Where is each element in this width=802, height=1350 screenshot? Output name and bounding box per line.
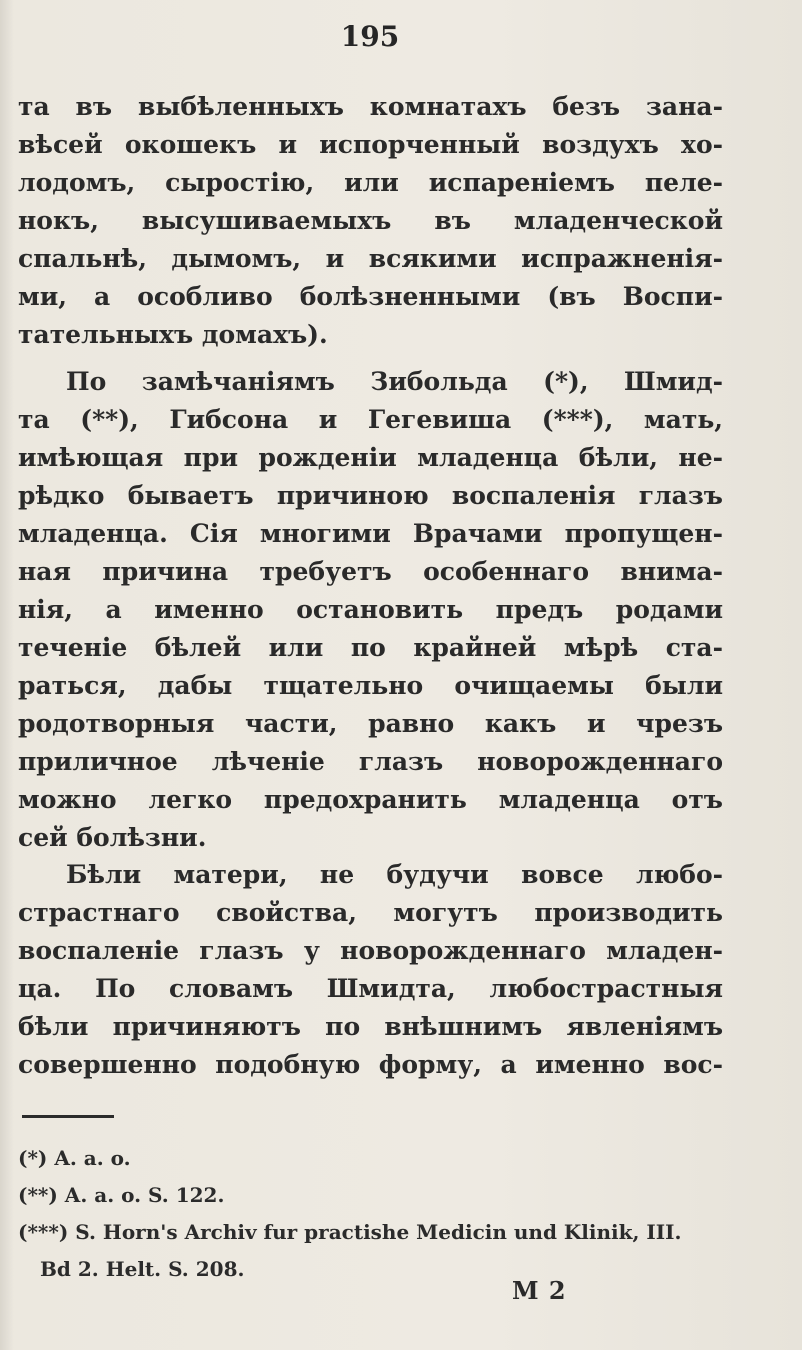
paragraph-1 bbox=[18, 88, 723, 354]
text-line: вѣсей окошекъ и испорченный воздухъ хо- bbox=[18, 130, 723, 159]
text-line: спальнѣ, дымомъ, и всякими испражненія- bbox=[18, 244, 723, 273]
text-line: раться, дабы тщательно очищаемы были bbox=[18, 671, 723, 700]
paragraph-2 bbox=[18, 363, 723, 857]
text-line: можно легко предохранить младенца отъ bbox=[18, 785, 723, 814]
text-line: нокъ, высушиваемыхъ въ младенческой bbox=[18, 206, 723, 235]
text-line: та (**), Гибсона и Гегевиша (***), мать, bbox=[18, 405, 723, 434]
text-line: бѣли причиняютъ по внѣшнимъ явленіямъ bbox=[18, 1012, 723, 1041]
text-line: По замѣчаніямъ Зибольда (*), Шмид- bbox=[66, 367, 723, 396]
text-line: теченіе бѣлей или по крайней мѣрѣ ста- bbox=[18, 633, 723, 662]
paragraph-3 bbox=[18, 856, 723, 1084]
text-line: ми, а особливо болѣзненными (въ Воспи- bbox=[18, 282, 723, 311]
text-line: родотворныя части, равно какъ и чрезъ bbox=[18, 709, 723, 738]
footnote-3-continuation: Bd 2. Helt. S. 208. bbox=[40, 1257, 245, 1281]
text-line: ная причина требуетъ особеннаго внима- bbox=[18, 557, 723, 586]
text-line: воспаленіе глазъ у новорожденнаго младен- bbox=[18, 936, 723, 965]
footnote-2: (**) A. a. o. S. 122. bbox=[18, 1183, 225, 1207]
text-line: та въ выбѣленныхъ комнатахъ безъ зана- bbox=[18, 92, 723, 121]
footnote-1: (*) A. a. o. bbox=[18, 1146, 131, 1170]
text-line: тательныхъ домахъ). bbox=[18, 320, 328, 349]
text-line: совершенно подобную форму, а именно вос- bbox=[18, 1050, 723, 1079]
text-line: Бѣли матери, не будучи вовсе любо- bbox=[66, 860, 723, 889]
text-line: приличное лѣченіе глазъ новорожденнаго bbox=[18, 747, 723, 776]
signature-mark: M 2 bbox=[512, 1276, 567, 1305]
text-line: рѣдко бываетъ причиною воспаленія глазъ bbox=[18, 481, 723, 510]
page-number: 195 bbox=[340, 20, 400, 53]
text-line: имѣющая при рожденіи младенца бѣли, не- bbox=[18, 443, 723, 472]
text-line: младенца. Сія многими Врачами пропущен- bbox=[18, 519, 723, 548]
footnote-divider bbox=[22, 1115, 114, 1118]
footnote-3: (***) S. Horn's Archiv fur practishe Medicin und Klinik, III. bbox=[18, 1220, 682, 1244]
text-line: сей болѣзни. bbox=[18, 823, 207, 852]
text-line: лодомъ, сыростію, или испареніемъ пеле- bbox=[18, 168, 723, 197]
text-line: ца. По словамъ Шмидта, любострастныя bbox=[18, 974, 723, 1003]
footnotes bbox=[18, 1140, 723, 1288]
text-line: нія, а именно остановить предъ родами bbox=[18, 595, 723, 624]
text-line: страстнаго свойства, могутъ производить bbox=[18, 898, 723, 927]
